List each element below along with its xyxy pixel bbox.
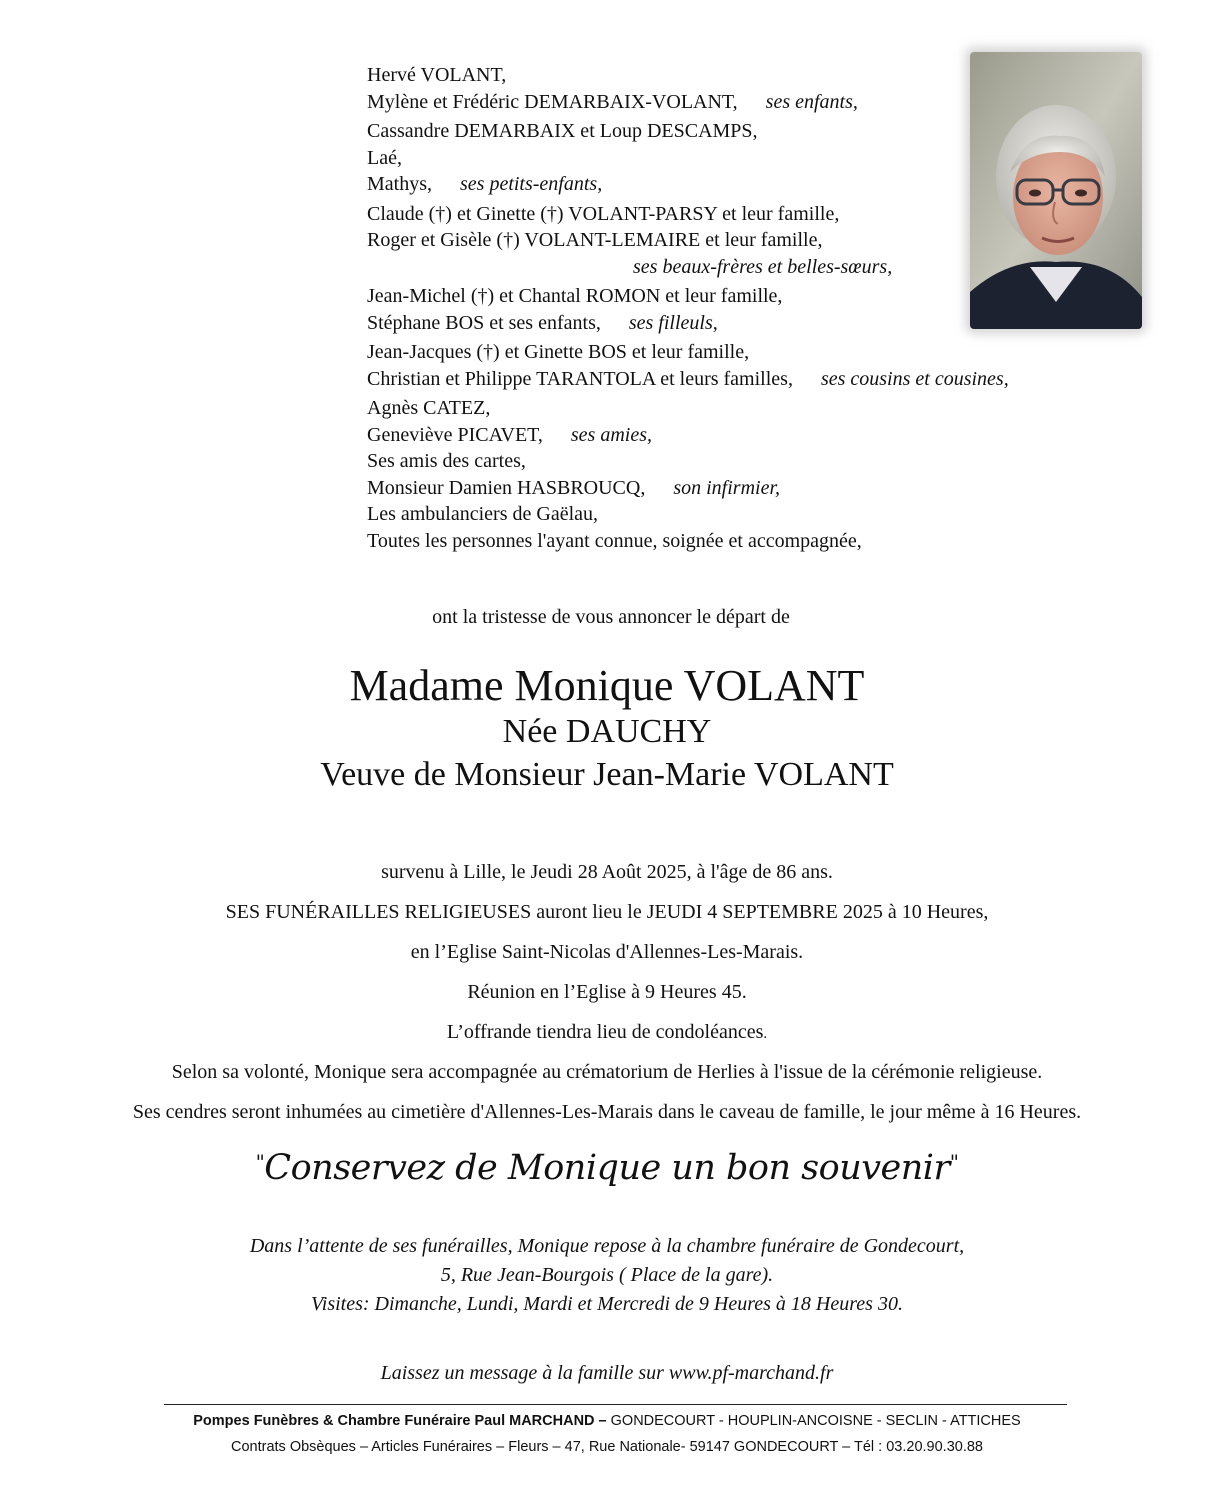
funeral-details <box>0 858 1214 1138</box>
family-line <box>367 475 1167 502</box>
family-member: Ses amis des cartes, <box>367 450 526 472</box>
ashes-info: Ses cendres seront inhumées au cimetière d'Allennes-Les-Marais dans le caveau de famille, le jour même à 16 Heures. <box>132 1101 1082 1123</box>
family-line <box>367 366 1167 393</box>
family-member: Laé, <box>367 146 402 169</box>
family-line <box>367 528 1167 555</box>
family-member: Agnès CATEZ, <box>367 397 491 419</box>
relationship-note: son infirmier, <box>673 476 781 499</box>
company-locations: GONDECOURT - HOUPLIN-ANCOISNE - SECLIN - ATTICHES <box>606 1413 1021 1429</box>
quote-text: Conservez de Monique un bon souvenir <box>264 1148 950 1188</box>
family-member: Cassandre DEMARBAIX et Loup DESCAMPS, <box>367 120 758 142</box>
family-member: Geneviève PICAVET, <box>367 423 543 446</box>
family-member: Mylène et Frédéric DEMARBAIX-VOLANT, <box>367 90 738 113</box>
family-member: Jean-Michel (†) et Chantal ROMON et leur famille, <box>367 285 783 307</box>
family-line <box>367 395 1167 422</box>
deceased-name: Madame Monique VOLANT <box>349 661 865 710</box>
footer-contact: Contrats Obsèques – Articles Funéraires – Fleurs – 47, Rue Nationale- 59147 GONDECOURT – Tél : 03.20.90.30.88 <box>231 1439 983 1455</box>
family-line <box>367 501 1167 528</box>
church-info: en l’Eglise Saint-Nicolas d'Allennes-Les-Marais. <box>410 941 804 963</box>
family-member: Les ambulanciers de Gaëlau, <box>367 503 599 525</box>
funeral-info: SES FUNÉRAILLES RELIGIEUSES auront lieu le JEUDI 4 SEPTEMBRE 2025 à 10 Heures, <box>225 901 989 923</box>
death-info: survenu à Lille, le Jeudi 28 Août 2025, à l'âge de 86 ans. <box>381 861 833 883</box>
memorial-quote <box>0 1148 1214 1188</box>
family-member: Toutes les personnes l'ayant connue, soignée et accompagnée, <box>367 529 862 552</box>
family-line <box>367 422 1167 449</box>
footer-divider <box>164 1404 1067 1405</box>
family-member: Jean-Jacques (†) et Ginette BOS et leur famille, <box>367 341 750 363</box>
guestbook-message: Laissez un message à la famille sur www.pf-marchand.fr <box>380 1362 834 1384</box>
portrait-photo <box>970 52 1142 329</box>
maiden-name: Née DAUCHY <box>502 713 712 750</box>
company-name: Pompes Funèbres & Chambre Funéraire Paul MARCHAND – <box>193 1413 607 1429</box>
offering-info <box>0 1018 1214 1058</box>
family-line <box>367 339 1167 366</box>
relationship-note: ses amies, <box>570 423 652 446</box>
repose-line: 5, Rue Jean-Bourgois ( Place de la gare). <box>440 1264 774 1286</box>
family-line <box>367 448 1167 475</box>
repose-info <box>0 1232 1214 1319</box>
repose-line: Visites: Dimanche, Lundi, Mardi et Mercredi de 9 Heures à 18 Heures 30. <box>311 1293 903 1315</box>
offering-period: . <box>763 1026 768 1042</box>
family-member: Claude (†) et Ginette (†) VOLANT-PARSY et leur famille, <box>367 202 840 225</box>
quote-open: " <box>255 1150 265 1174</box>
relationship-note: ses filleuls, <box>628 311 718 334</box>
family-member: Hervé VOLANT, <box>367 64 507 86</box>
widow-of: Veuve de Monsieur Jean-Marie VOLANT <box>320 756 894 793</box>
family-member: Stéphane BOS et ses enfants, <box>367 311 601 334</box>
quote-close: " <box>949 1150 959 1174</box>
family-member: Christian et Philippe TARANTOLA et leurs familles, <box>367 367 793 390</box>
meeting-info: Réunion en l’Eglise à 9 Heures 45. <box>467 981 747 1003</box>
footer-company <box>0 1413 1214 1429</box>
portrait-image <box>970 52 1142 329</box>
relationship-note: ses cousins et cousines, <box>820 367 1009 390</box>
relationship-note: ses petits-enfants, <box>460 173 603 195</box>
family-member: Mathys, <box>367 173 432 195</box>
relationship-note: ses beaux-frères et belles-sœurs, <box>633 255 893 278</box>
relationship-note: ses enfants, <box>765 90 858 113</box>
offering-text: L’offrande tiendra lieu de condoléances <box>446 1021 764 1043</box>
family-member: Monsieur Damien HASBROUCQ, <box>367 476 646 499</box>
family-member: Roger et Gisèle (†) VOLANT-LEMAIRE et leur famille, <box>367 229 823 251</box>
repose-line: Dans l’attente de ses funérailles, Monique repose à la chambre funéraire de Gondecourt, <box>249 1235 965 1257</box>
announcement: ont la tristesse de vous annoncer le départ de <box>432 606 790 628</box>
crematorium-info: Selon sa volonté, Monique sera accompagnée au crématorium de Herlies à l'issue de la cérémonie religieuse. <box>171 1061 1043 1083</box>
